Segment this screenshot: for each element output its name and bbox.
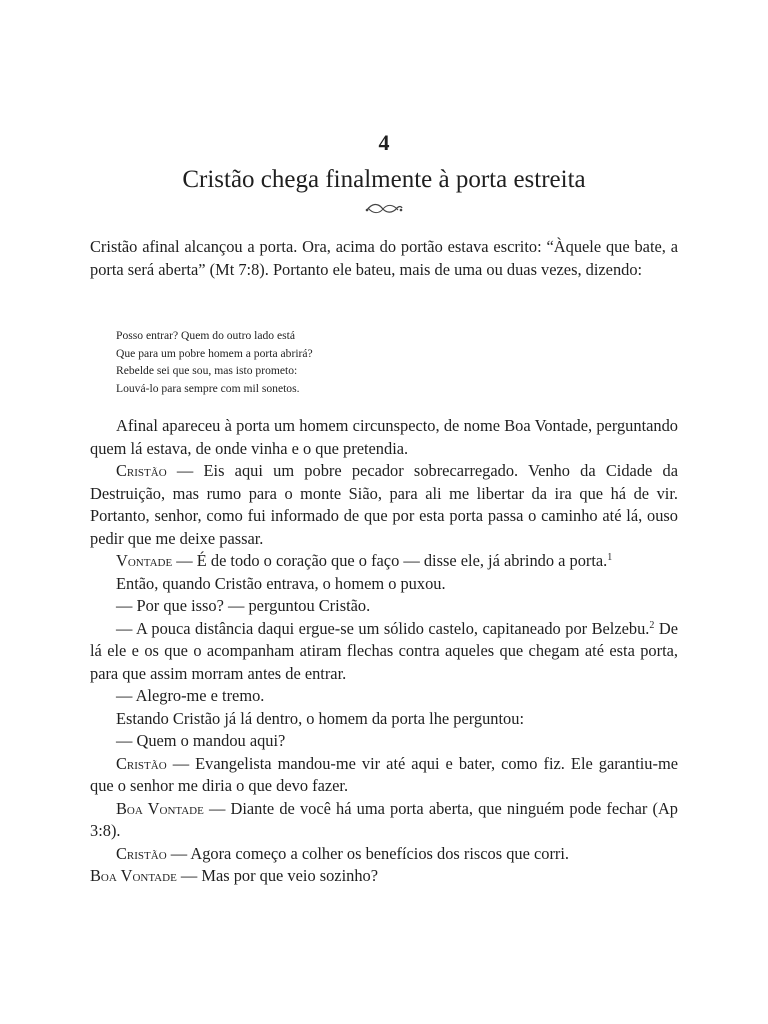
paragraph (90, 595, 678, 618)
speaker-label: Boa Vontade (116, 798, 204, 818)
paragraph (90, 798, 678, 843)
paragraph-text: — Diante de você há uma porta aberta, que ninguém pode fechar (Ap 3:8). (90, 798, 678, 840)
intro-text: Cristão afinal alcançou a porta. Ora, acima do portão estava escrito: “Àquele que bate, a porta será aberta” (Mt 7:8). Portanto ele bateu, mais de uma ou duas vezes, dizendo: (90, 237, 678, 279)
paragraph (90, 460, 678, 550)
flourish-ornament-icon (364, 200, 404, 218)
footnote-marker[interactable]: 2 (649, 619, 655, 631)
paragraph-text: Estando Cristão já lá dentro, o homem da porta lhe perguntou: (116, 708, 525, 728)
paragraph (90, 550, 678, 573)
paragraph-text: — Por que isso? — perguntou Cristão. (116, 596, 371, 615)
dialogue-body (90, 415, 678, 888)
poem-block (116, 327, 516, 397)
speaker-label: Cristão (116, 843, 167, 863)
intro-paragraph (90, 236, 678, 281)
paragraph-text: — Agora começo a colher os benefícios dos riscos que corri. (166, 843, 570, 863)
footnote-marker[interactable]: 1 (607, 552, 613, 563)
paragraph-text: — Mas por que veio sozinho? (176, 866, 378, 885)
paragraph (90, 685, 678, 708)
paragraph-text: Então, quando Cristão entrava, o homem o puxou. (116, 573, 446, 593)
speaker-label: Boa Vontade (90, 866, 177, 885)
paragraph (90, 753, 678, 798)
speaker-label: Cristão (116, 461, 167, 480)
poem-line: Rebelde sei que sou, mas isto prometo: (116, 364, 298, 377)
paragraph-text: — É de todo o coração que o faço — disse ele, já abrindo a porta. (172, 551, 608, 570)
paragraph-text: — Quem o mandou aqui? (116, 731, 286, 750)
poem-line: Louvá-lo para sempre com mil sonetos. (116, 381, 300, 395)
paragraph (90, 415, 678, 460)
paragraph (90, 618, 678, 686)
paragraph-text: — Eis aqui um pobre pecador sobrecarregado. Venho da Cidade da Destruição, mas rumo para o monte Sião, para ali me libertar da ira que há de vir. Portanto, senhor, como fui informado de que por esta porta passa o caminho até lá, ouso pedir que me deixe passar. (90, 461, 678, 548)
paragraph (90, 708, 678, 731)
paragraph-text: — A pouca distância daqui ergue-se um sólido castelo, capitaneado por Belzebu. (116, 618, 650, 638)
chapter-number: 4 (378, 130, 390, 155)
paragraph-text: Afinal apareceu à porta um homem circunspecto, de nome Boa Vontade, perguntando quem lá estava, de onde vinha e o que pretendia. (90, 416, 678, 458)
paragraph (90, 573, 678, 596)
poem-line: Que para um pobre homem a porta abrirá? (116, 346, 313, 360)
paragraph (90, 843, 678, 866)
paragraph-text: — Evangelista mandou-me vir até aqui e bater, como fiz. Ele garantiu-me que o senhor me diria o que devo fazer. (90, 753, 678, 795)
chapter-title: Cristão chega finalmente à porta estreita (182, 166, 586, 193)
paragraph (90, 865, 678, 888)
speaker-label: Vontade (116, 551, 173, 570)
paragraph-text: — Alegro-me e tremo. (116, 686, 265, 705)
paragraph-text: De lá ele e os que o acompanham atiram flechas contra aqueles que chegam até esta porta, para que assim morram antes de entrar. (90, 618, 678, 683)
speaker-label: Cristão (116, 753, 167, 773)
paragraph (90, 730, 678, 753)
poem-line: Posso entrar? Quem do outro lado está (116, 329, 296, 342)
